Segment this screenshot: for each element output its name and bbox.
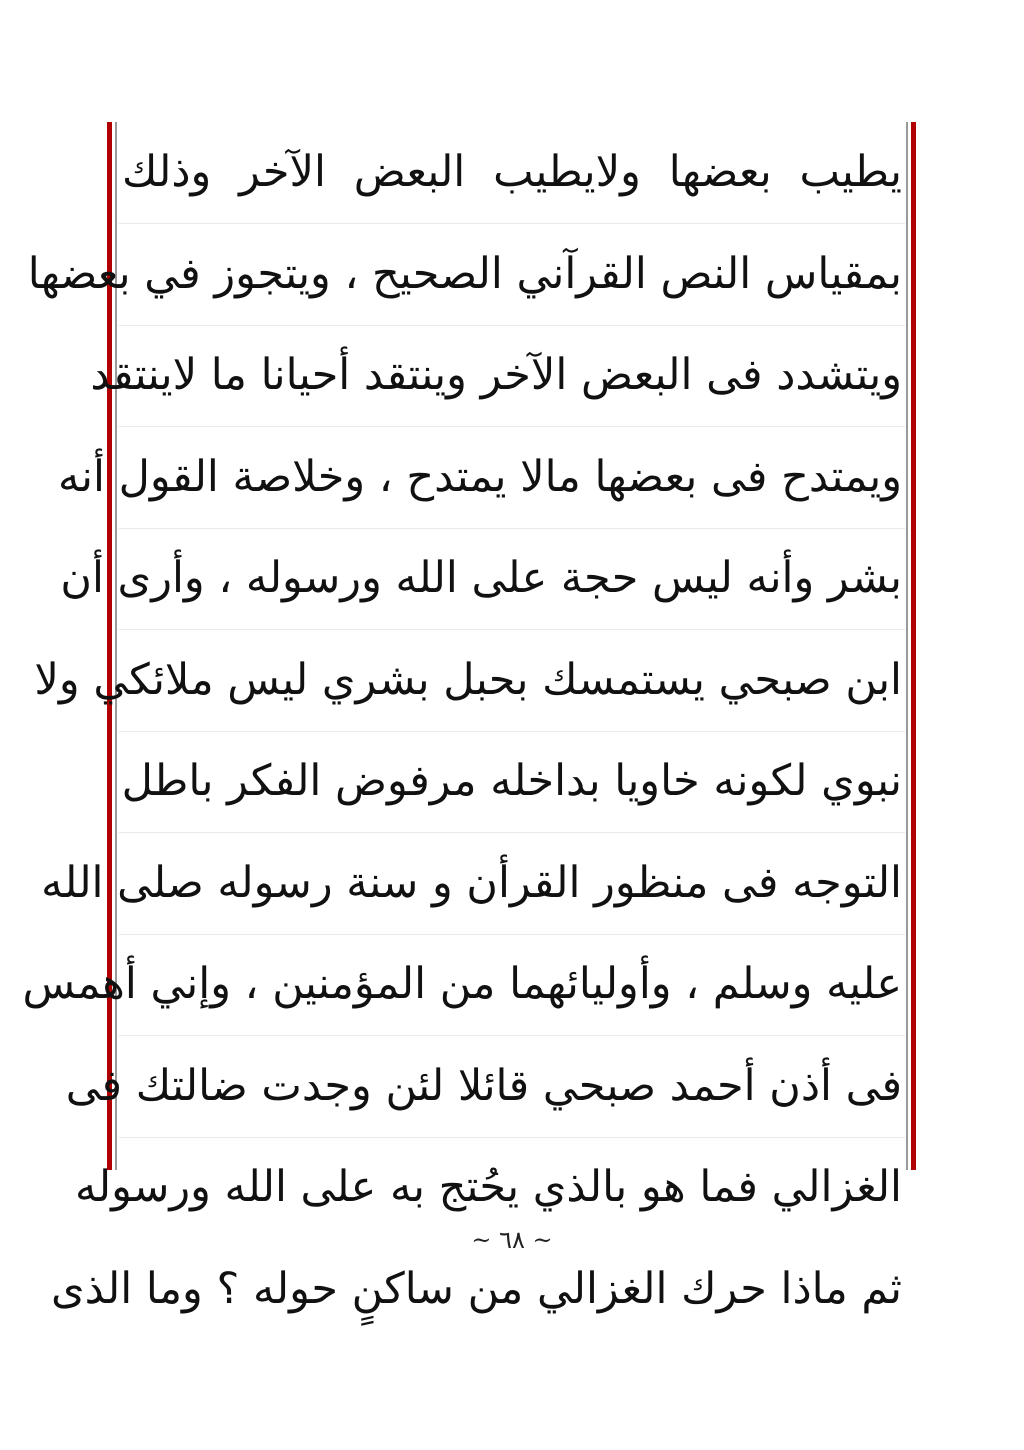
text-line-7: نبوي لكونه خاويا بداخله مرفوض الفكر باطل xyxy=(121,756,902,806)
text-line-5: بشر وأنه ليس حجة على الله ورسوله ، وأرى أن xyxy=(60,553,902,603)
body-text xyxy=(22,122,902,1340)
text-line-3: ويتشدد فى البعض الآخر وينتقد أحيانا ما لاينتقد xyxy=(90,350,902,400)
text-line-12: ثم ماذا حرك الغزالي من ساكنٍ حوله ؟ وما الذى xyxy=(50,1263,902,1314)
text-line-6: ابن صبحي يستمسك بحبل بشري ليس ملائكي ولا xyxy=(34,654,902,705)
text-line-4: ويمتدح فى بعضها مالا يمتدح ، وخلاصة القول أنه xyxy=(57,451,902,502)
text-line-9: عليه وسلم ، وأوليائهما من المؤمنين ، وإني أهمس xyxy=(22,959,902,1009)
page-number: ~ ٦٨ ~ xyxy=(471,1226,553,1254)
text-line-10: فى أذن أحمد صبحي قائلا لئن وجدت ضالتك فى xyxy=(65,1060,902,1111)
right-border-red-rule xyxy=(911,122,916,1170)
right-border-grey-rule xyxy=(906,122,908,1170)
text-line-1: يطيب بعضها ولايطيب البعض الآخر وذلك xyxy=(122,147,902,197)
text-line-8: التوجه فى منظور القرأن و سنة رسوله صلى الله xyxy=(41,857,902,908)
text-line-2: بمقياس النص القرآني الصحيح ، ويتجوز في بعضها xyxy=(27,248,902,299)
text-line-11: الغزالي فما هو بالذي يحُتج به على الله ورسوله xyxy=(74,1162,902,1212)
